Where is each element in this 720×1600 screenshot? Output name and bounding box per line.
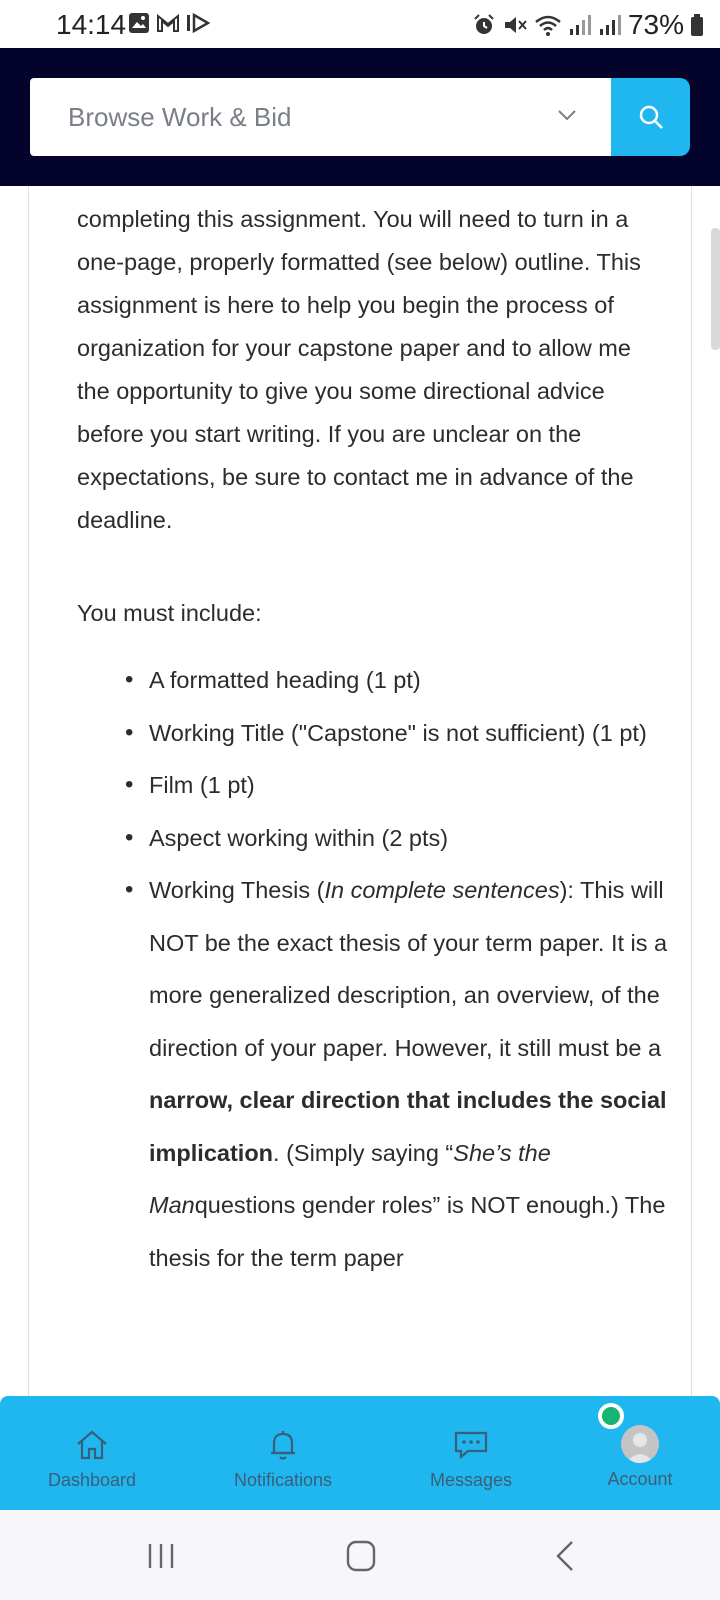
browse-dropdown-label: Browse Work & Bid — [68, 102, 292, 132]
status-bar — [0, 0, 720, 48]
thesis-post-bold: . (Simply saying “ — [273, 1139, 454, 1166]
nav-messages[interactable] — [420, 1396, 522, 1510]
scrollbar[interactable] — [711, 228, 720, 350]
nav-messages-label: Messages — [429, 1470, 513, 1490]
home-button-icon[interactable] — [346, 1540, 376, 1572]
chevron-down-icon — [556, 104, 578, 126]
nav-account-label: Account — [607, 1469, 673, 1489]
assignment-paragraph: completing this assignment. You will need to turn in a one-page, properly formatted (see below) outline. This assignment is here to help you begin the process of organization for your capstone paper and to allow me the opportunity to give you some directional advice before you start writing. If you are unclear on the expectations, be sure to contact me in advance of the deadline. — [77, 206, 641, 533]
thesis-bold: narrow, clear direction that includes the social implication — [149, 1087, 667, 1166]
list-item: • Film (1 pt) — [149, 759, 669, 812]
back-icon[interactable] — [554, 1540, 576, 1572]
media-play-icon — [186, 12, 210, 34]
search-icon — [637, 103, 665, 131]
app-header — [0, 48, 720, 186]
mute-icon — [502, 13, 528, 37]
list-item: • A formatted heading (1 pt) — [149, 654, 669, 707]
status-notification-icons — [128, 12, 210, 34]
must-include-label: You must include: — [77, 600, 262, 626]
thesis-label-pre: Working Thesis ( — [149, 877, 325, 903]
list-item: • Aspect working within (2 pts) — [149, 812, 669, 865]
online-status-dot — [598, 1403, 624, 1429]
gmail-icon — [156, 12, 180, 34]
nav-notifications-label: Notifications — [233, 1470, 333, 1490]
browse-dropdown[interactable] — [30, 78, 612, 156]
thesis-label-italic: In complete sentences — [324, 877, 560, 903]
recent-apps-icon[interactable] — [146, 1542, 176, 1570]
requirements-list — [149, 654, 669, 1284]
chat-icon — [454, 1430, 488, 1460]
search-button[interactable] — [611, 78, 690, 156]
status-time: 14:14 — [56, 9, 127, 40]
nav-dashboard[interactable] — [42, 1396, 142, 1510]
signal-icon-2 — [598, 13, 622, 37]
bell-icon — [268, 1429, 298, 1461]
signal-icon — [568, 13, 592, 37]
list-item: • Working Title ("Capstone" is not sufficient) (1 pt) — [149, 707, 669, 760]
nav-dashboard-label: Dashboard — [47, 1470, 137, 1490]
gallery-icon — [128, 12, 150, 34]
wifi-icon — [534, 13, 562, 37]
battery-percent: 73% — [627, 9, 684, 40]
battery-icon — [690, 13, 704, 37]
assignment-content — [28, 186, 692, 1396]
avatar-icon — [621, 1425, 659, 1463]
system-nav-bar — [0, 1510, 720, 1600]
home-icon — [75, 1429, 109, 1461]
thesis-label-post: ): This will NOT be the exact thesis of your term paper. It is a more generalized description, an overview, of the direction of your paper. However, it still must be a — [149, 877, 668, 1061]
nav-notifications[interactable] — [222, 1396, 344, 1510]
status-system-icons — [472, 9, 704, 41]
alarm-icon — [472, 13, 496, 37]
thesis-post-film: questions gender roles” is NOT enough.) The thesis for the term paper — [149, 1192, 666, 1271]
thesis-film-title: She’s the Man — [149, 1139, 551, 1218]
list-item-thesis — [149, 864, 669, 1284]
